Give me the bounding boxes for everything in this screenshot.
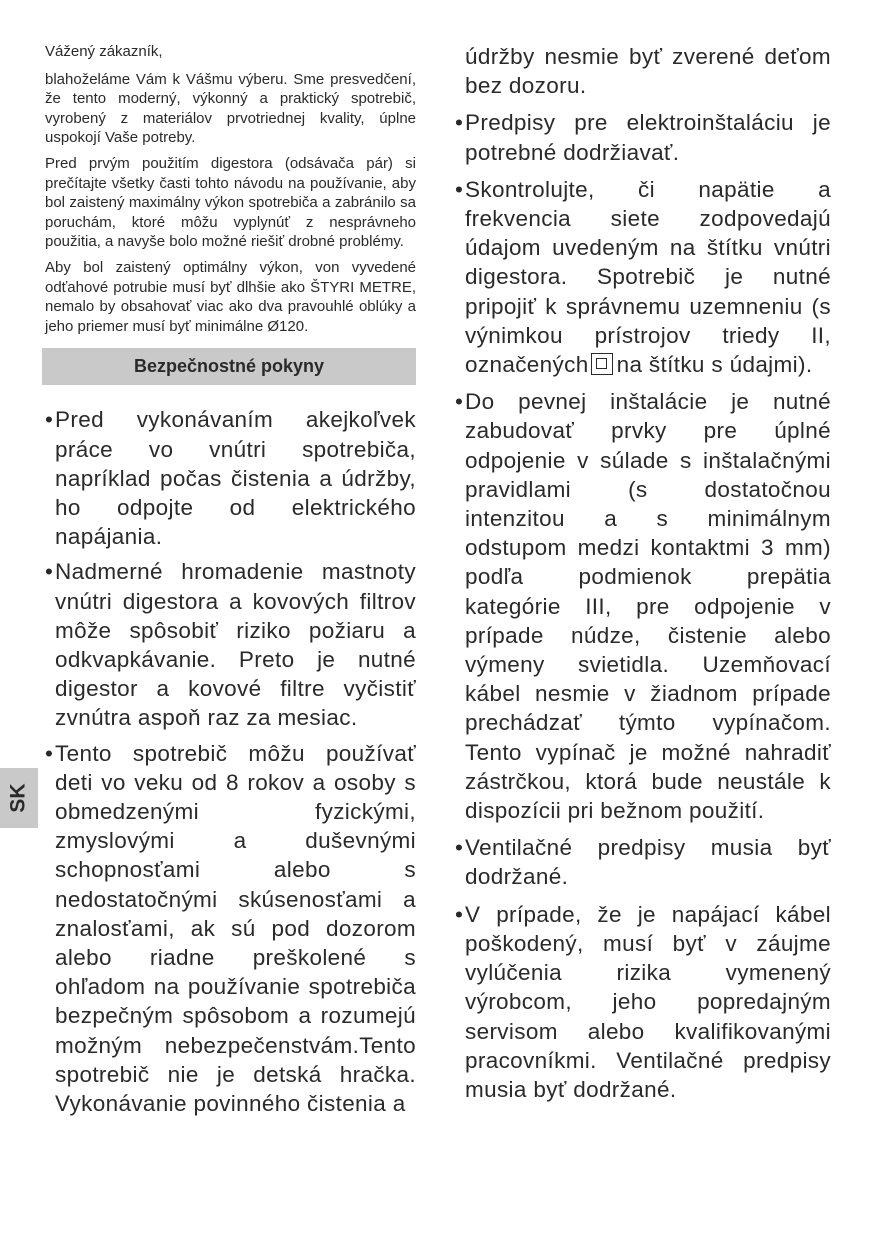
right-column (455, 42, 831, 1112)
safety-item-text: Pred vykonávaním akejkoľvek práce vo vnútri spotrebiča, napríklad počas čistenia a údržby, ho odpojte od elektrického napájania. (55, 407, 416, 550)
bullet-dot: • (455, 110, 464, 136)
safety-list-left (45, 405, 416, 1118)
safety-item-text: Skontrolujte, či napätie a frekvencia siete zodpovedajú údajom uvedeným na štítku vnútri digestora. Spotrebič je nutné pripojiť k správnemu uzemneniu (s výnimkou prístrojov triedy II, označených (465, 176, 831, 378)
bullet-dot: • (45, 740, 54, 766)
safety-item (455, 833, 831, 891)
section-title: Bezpečnostné pokyny (133, 356, 325, 377)
safety-item (455, 175, 831, 379)
intro-paragraph-2: Pred prvým použitím digestora (odsávača pár) si prečítajte všetky časti tohto návodu na používanie, aby bol zaistený maximálny výkon spotrebiča a zabránilo sa poruchám, ktoré môžu vyplynúť z nesprávneho použitia, a navyše bolo možné riešiť drobné problémy. (45, 154, 416, 251)
safety-item (455, 108, 831, 166)
safety-item (455, 387, 831, 825)
safety-item (45, 557, 416, 732)
safety-item-text: V prípade, že je napájací kábel poškodený, musí byť v záujme vylúčenia rizika vymenený výrobcom, jeho popredajným servisom alebo kvalifikovanými pracovníkmi. Ventilačné predpisy musia byť dodržané. (465, 901, 831, 1102)
safety-item (455, 900, 831, 1104)
section-heading-safety (42, 348, 416, 385)
safety-item-text: Nadmerné hromadenie mastnoty vnútri digestora a kovových filtrov môže spôsobiť riziko požiaru a odkvapkávanie. Preto je nutné digestor a kovové filtre vyčistiť zvnútra aspoň raz za mesiac. (55, 559, 416, 731)
safety-item-text: Predpisy pre elektroinštaláciu je potrebné dodržiavať. (465, 110, 831, 165)
safety-item (45, 739, 416, 1119)
bullet-dot: • (455, 176, 464, 202)
safety-item (45, 405, 416, 551)
intro-text (45, 42, 416, 336)
language-code: SK (7, 783, 30, 813)
bullet-dot: • (455, 389, 464, 415)
bullet-dot: • (45, 559, 54, 585)
greeting: Vážený zákazník, (45, 43, 163, 60)
class-ii-double-square-icon (591, 353, 613, 375)
safety-item-text-end: na štítku s údajmi). (616, 352, 813, 378)
safety-item-text: Do pevnej inštalácie je nutné zabudovať prvky pre úplné odpojenie v súlade s inštalačnými pravidlami (s dostatočnou intenzitou a s minimálnym odstupom medzi kontaktmi 3 mm) podľa podmienok prepätia kategórie III, pre odpojenie v prípade núdze, čistenie alebo výmeny svietidla. Uzemňovací kábel nesmie v žiadnom prípade prechádzať týmto vypínačom. Tento vypínač je možné nahradiť zástrčkou, ktorá bude neustále k dispozícii pri bežnom použití. (465, 389, 831, 824)
bullet-dot: • (455, 901, 464, 927)
intro-paragraph-3: Aby bol zaistený optimálny výkon, von vyvedené odťahové potrubie musí byť dlhšie ako ŠTYRI METRE, nemalo by obsahovať viac ako dva pravouhlé oblúky a jeho priemer musí byť minimálne Ø120. (45, 258, 416, 335)
safety-item-continuation: údržby nesmie byť zverené deťom bez dozoru. (465, 44, 831, 99)
bullet-dot: • (45, 407, 54, 433)
safety-item-text: Ventilačné predpisy musia byť dodržané. (465, 835, 831, 890)
intro-paragraph-1: blahoželáme Vám k Vášmu výberu. Sme presvedčení, že tento moderný, výkonný a praktický spotrebič, vyrobený z materiálov prvotriednej kvality, úplne uspokojí Vaše potreby. (45, 70, 416, 147)
language-tab (0, 768, 38, 828)
bullet-dot: • (455, 835, 464, 861)
safety-item-text: Tento spotrebič môžu používať deti vo veku od 8 rokov a osoby s obmedzenými fyzickými, zmyslovými a duševnými schopnosťami alebo s nedostatočnými skúsenosťami a znalosťami, ak sú pod dozorom alebo riadne preškolené s ohľadom na používanie spotrebiča bezpečným spôsobom a rozumejú možným nebezpečenstvám.Tento spotrebič nie je detská hračka. Vykonávanie povinného čistenia a (55, 740, 416, 1116)
left-column (45, 42, 416, 1124)
